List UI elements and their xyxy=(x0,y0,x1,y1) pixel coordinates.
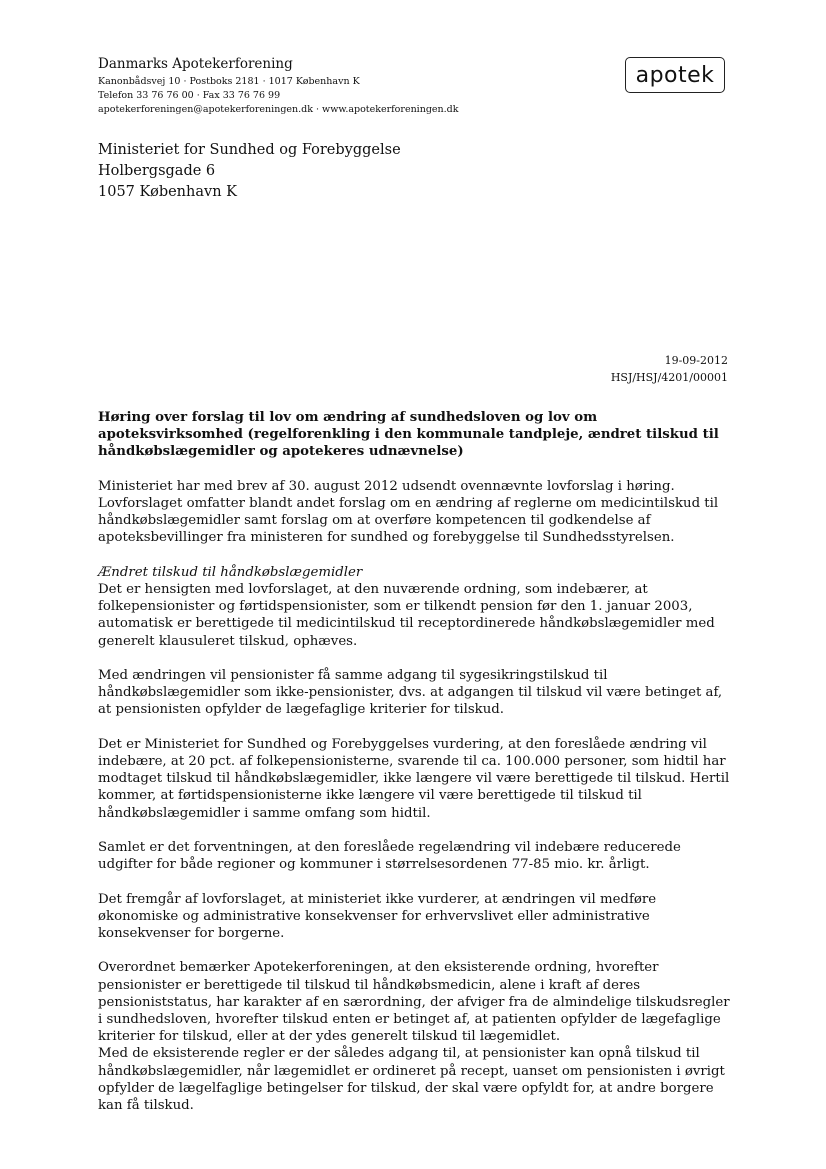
logo-text: apotek xyxy=(635,62,715,88)
letter-body xyxy=(98,409,730,1131)
section-title: Ændret tilskud til håndkøbslægemidler xyxy=(98,564,363,580)
paragraph: Overordnet bemærker Apotekerforeningen, at den eksisterende ordning, hvorefter pensionister er berettigede til tilskud til håndkøbsmedicin, alene i kraft af deres pensioniststatus, har karakter af en særordning, der afviger fra de almindelige tilskudsregler i sundhedsloven, hvorefter tilskud enten er betinget af, at patienten opfylder de lægefaglige kriterier for tilskud, eller at der ydes generelt tilskud til lægemidlet. xyxy=(98,960,730,1045)
subject-heading: Høring over forslag til lov om ændring af sundhedsloven og lov om apoteksvirksomhed (regelforenkling i den kommunale tandpleje, ændret tilskud til håndkøbslægemidler og apotekeres udnævnelse) xyxy=(98,410,719,460)
recipient-line3: 1057 København K xyxy=(98,184,237,200)
paragraph: Det er Ministeriet for Sundhed og Forebyggelses vurdering, at den foreslåede ændring vil indebære, at 20 pct. af folkepensionisterne, svarende til ca. 100.000 personer, som hidtil har modtaget tilskud til håndkøbslægemidler, ikke længere vil være berettigede til tilskud. Hertil kommer, at førtidspensionisterne ikke længere vil være berettigede til tilskud til håndkøbslægemidler i samme omfang som hidtil. xyxy=(98,736,730,821)
sender-address: Kanonbådsvej 10 · Postboks 2181 · 1017 København K xyxy=(98,75,360,87)
sender-org: Danmarks Apotekerforening xyxy=(98,56,293,72)
sender-block xyxy=(98,58,459,117)
recipient-block xyxy=(98,140,401,203)
paragraph: Med de eksisterende regler er der således adgang til, at pensionister kan opnå tilskud til håndkøbslægemidler, når lægemidlet er ordineret på recept, uanset om pensionisten i øvrigt opfylder de lægelfaglige betingelser for tilskud, der skal være opfyldt for, at andre borgere kan få tilskud. xyxy=(98,1046,725,1114)
letter-date: 19-09-2012 xyxy=(664,354,728,367)
letter-meta xyxy=(611,352,728,386)
recipient-line1: Ministeriet for Sundhed og Forebyggelse xyxy=(98,142,401,158)
recipient-line2: Holbergsgade 6 xyxy=(98,163,216,179)
letter-reference: HSJ/HSJ/4201/00001 xyxy=(610,371,728,384)
paragraph: Samlet er det forventningen, at den foreslåede regelændring vil indebære reducerede udgifter for både regioner og kommuner i størrelsesordenen 77-85 mio. kr. årligt. xyxy=(98,840,681,873)
sender-phone: Telefon 33 76 76 00 · Fax 33 76 76 99 xyxy=(98,89,281,101)
paragraph: Med ændringen vil pensionister få samme adgang til sygesikringstilskud til håndkøbslægemidler som ikke-pensionister, dvs. at adgangen til tilskud vil være betinget af, at pensionisten opfylder de lægefaglige kriterier for tilskud. xyxy=(98,668,723,718)
paragraph-intro: Ministeriet har med brev af 30. august 2012 udsendt ovennævnte lovforslag i høring. Lovforslaget omfatter blandt andet forslag om en ændring af reglerne om medicintilskud til håndkøbslægemidler samt forslag om at overføre kompetencen til godkendelse af apoteksbevillinger fra ministeren for sundhed og forebyggelse til Sundhedsstyrelsen. xyxy=(98,478,719,546)
sender-web: apotekerforeningen@apotekerforeningen.dk · www.apotekerforeningen.dk xyxy=(98,103,459,115)
paragraph: Det er hensigten med lovforslaget, at den nuværende ordning, som indebærer, at folkepensionister og førtidspensionister, som er tilkendt pension før den 1. januar 2003, automatisk er berettigede til medicintilskud til receptordinerede håndkøbslægemidler med generelt klausuleret tilskud, ophæves. xyxy=(98,582,715,649)
apotek-logo xyxy=(625,57,725,93)
paragraph: Det fremgår af lovforslaget, at ministeriet ikke vurderer, at ændringen vil medføre økonomiske og administrative konsekvenser for erhvervslivet eller administrative konsekvenser for borgerne. xyxy=(98,891,657,941)
